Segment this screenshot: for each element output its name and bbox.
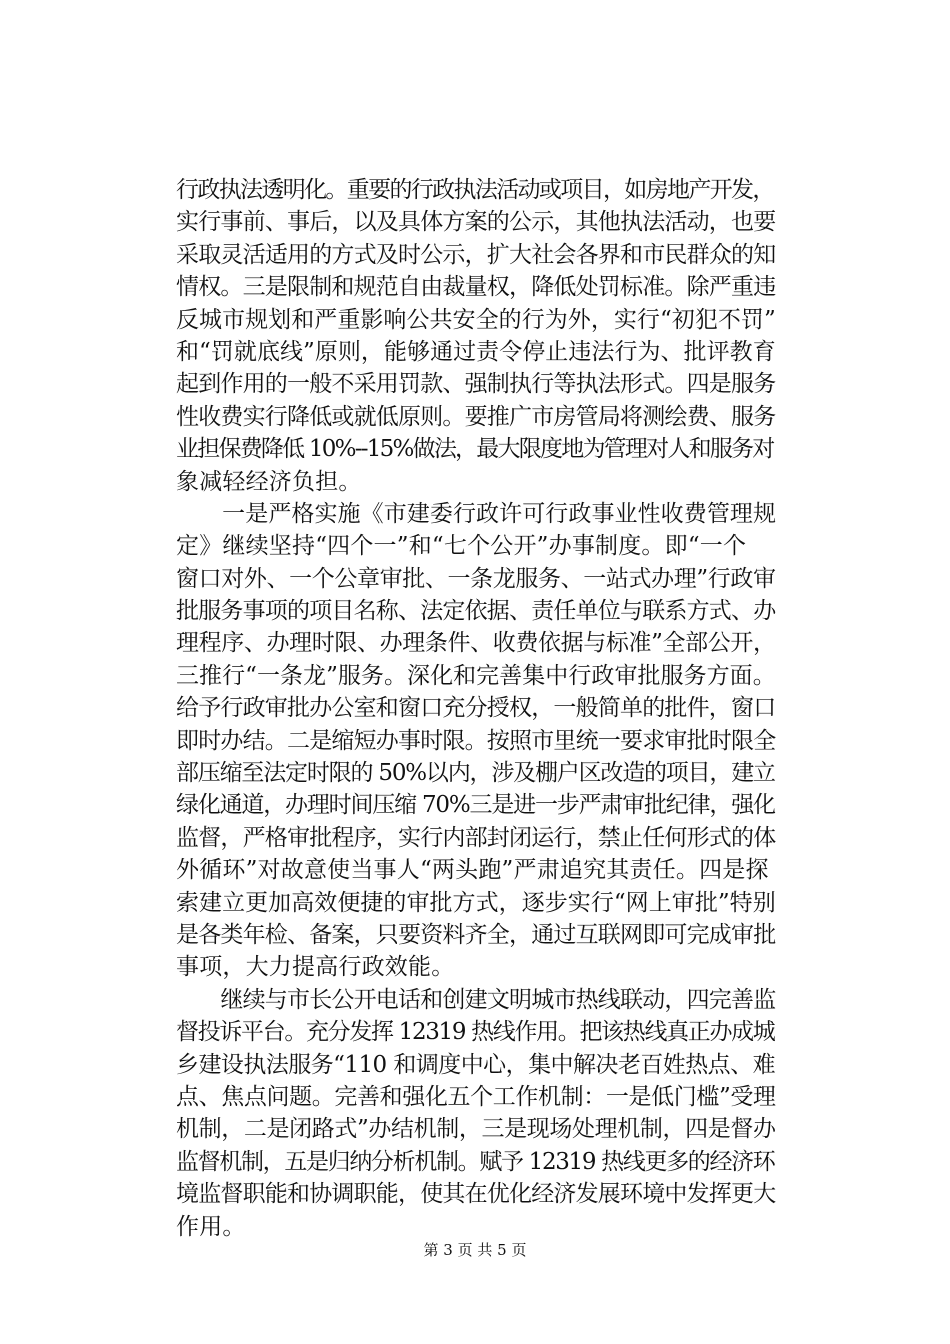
text-line: 反城市规划和严重影响公共安全的行为外，实行“初犯不罚” xyxy=(176,306,776,333)
text-line: 索建立更加高效便捷的审批方式，逐步实行“网上审批”特别 xyxy=(176,889,776,916)
text-line: 是各类年检、备案，只要资料齐全，通过互联网即可完成审批 xyxy=(176,921,776,948)
text-line: 象减轻经济负担。 xyxy=(176,468,362,495)
text-line: 理程序、办理时限、办理条件、收费依据与标准”全部公开， xyxy=(176,630,776,657)
document-body xyxy=(176,174,776,1243)
text-line: 业担保费降低 10%--15%做法，最大限度地为管理对人和服务对 xyxy=(176,436,774,463)
text-line: 窗口对外、一个公章审批、一条龙服务、一站式办理”行政审 xyxy=(176,565,776,592)
text-line: 采取灵活适用的方式及时公示，扩大社会各界和市民群众的知 xyxy=(176,241,776,268)
text-line: 行政执法透明化。重要的行政执法活动或项目，如房地产开发， xyxy=(176,177,774,203)
text-line: 给予行政审批办公室和窗口充分授权，一般简单的批件，窗口 xyxy=(176,695,776,722)
text-line: 部压缩至法定时限的 50%以内，涉及棚户区改造的项目，建立 xyxy=(176,760,775,787)
text-line: 监督，严格审批程序，实行内部封闭运行，禁止任何形式的体 xyxy=(176,824,776,851)
text-line: 乡建设执法服务“110 和调度中心，集中解决老百姓热点、难 xyxy=(176,1051,776,1078)
text-line: 批服务事项的项目名称、法定依据、责任单位与联系方式、办 xyxy=(176,598,776,625)
text-line: 情权。三是限制和规范自由裁量权，降低处罚标准。除严重违 xyxy=(176,274,776,301)
text-line: 一是严格实施《市建委行政许可行政事业性收费管理规 xyxy=(176,500,777,527)
text-line: 性收费实行降低或就低原则。要推广市房管局将测绘费、服务 xyxy=(176,403,776,430)
text-line: 绿化通道，办理时间压缩 70%三是进一步严肃审批纪律，强化 xyxy=(176,792,775,819)
text-line: 外循环”对故意使当事人“两头跑”严肃追究其责任。四是探 xyxy=(176,857,769,884)
text-line: 事项，大力提高行政效能。 xyxy=(176,954,455,981)
page-footer: 第 3 页 共 5 页 xyxy=(423,1241,527,1259)
text-line: 继续与市长公开电话和创建文明城市热线联动，四完善监 xyxy=(176,986,776,1013)
text-line: 三推行“一条龙”服务。深化和完善集中行政审批服务方面。 xyxy=(176,662,776,689)
text-line: 即时办结。二是缩短办事时限。按照市里统一要求审批时限全 xyxy=(176,727,776,754)
text-line: 实行事前、事后，以及具体方案的公示，其他执法活动，也要 xyxy=(176,209,776,236)
text-line: 作用。 xyxy=(176,1213,246,1240)
text-line: 点、焦点问题。完善和强化五个工作机制：一是低门槛”受理 xyxy=(176,1083,776,1110)
text-line: 和“罚就底线”原则，能够通过责令停止违法行为、批评教育 xyxy=(176,338,776,365)
text-line: 起到作用的一般不采用罚款、强制执行等执法形式。四是服务 xyxy=(176,371,776,398)
text-line: 监督机制，五是归纳分析机制。赋予 12319 热线更多的经济环 xyxy=(176,1148,775,1175)
text-line: 机制，二是闭路式”办结机制，三是现场处理机制，四是督办 xyxy=(176,1116,776,1143)
text-line: 督投诉平台。充分发挥 12319 热线作用。把该热线真正办成城 xyxy=(176,1019,775,1046)
text-line: 境监督职能和协调职能，使其在优化经济发展环境中发挥更大 xyxy=(176,1181,776,1208)
text-line: 定》继续坚持“四个一”和“七个公开”办事制度。即“一个 xyxy=(176,533,747,560)
